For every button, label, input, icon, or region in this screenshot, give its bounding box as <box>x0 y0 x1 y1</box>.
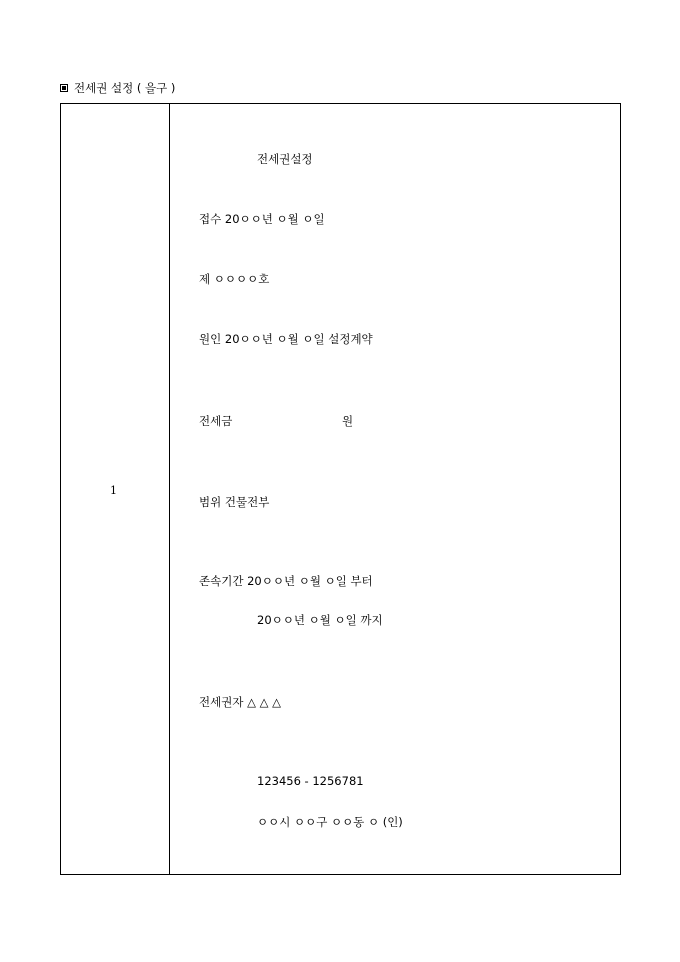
filled-square-icon <box>60 84 68 92</box>
registration-number: 123456 - 1256781 <box>257 774 364 788</box>
section-heading <box>60 80 175 96</box>
deposit-unit: 원 <box>342 414 354 428</box>
rank-number: 1 <box>110 484 117 497</box>
scope-line: 범위 건물전부 <box>199 495 270 509</box>
column-divider <box>169 104 170 874</box>
deposit-label: 전세금 <box>199 414 233 428</box>
section-heading-text: 전세권 설정 ( 을구 ) <box>74 81 176 95</box>
address-line: ㅇㅇ시 ㅇㅇ구 ㅇㅇ동 ㅇ (인) <box>257 815 403 829</box>
registry-table <box>60 103 621 875</box>
period-start-line: 존속기간 20ㅇㅇ년 ㅇ월 ㅇ일 부터 <box>199 574 373 588</box>
period-end-line: 20ㅇㅇ년 ㅇ월 ㅇ일 까지 <box>257 613 383 627</box>
entry-title: 전세권설정 <box>257 152 313 166</box>
holder-line: 전세권자 △ △ △ <box>199 695 281 709</box>
cause-line: 원인 20ㅇㅇ년 ㅇ월 ㅇ일 설정계약 <box>199 332 373 346</box>
receipt-line: 접수 20ㅇㅇ년 ㅇ월 ㅇ일 <box>199 212 325 226</box>
number-line: 제 ㅇㅇㅇㅇ호 <box>199 272 270 286</box>
